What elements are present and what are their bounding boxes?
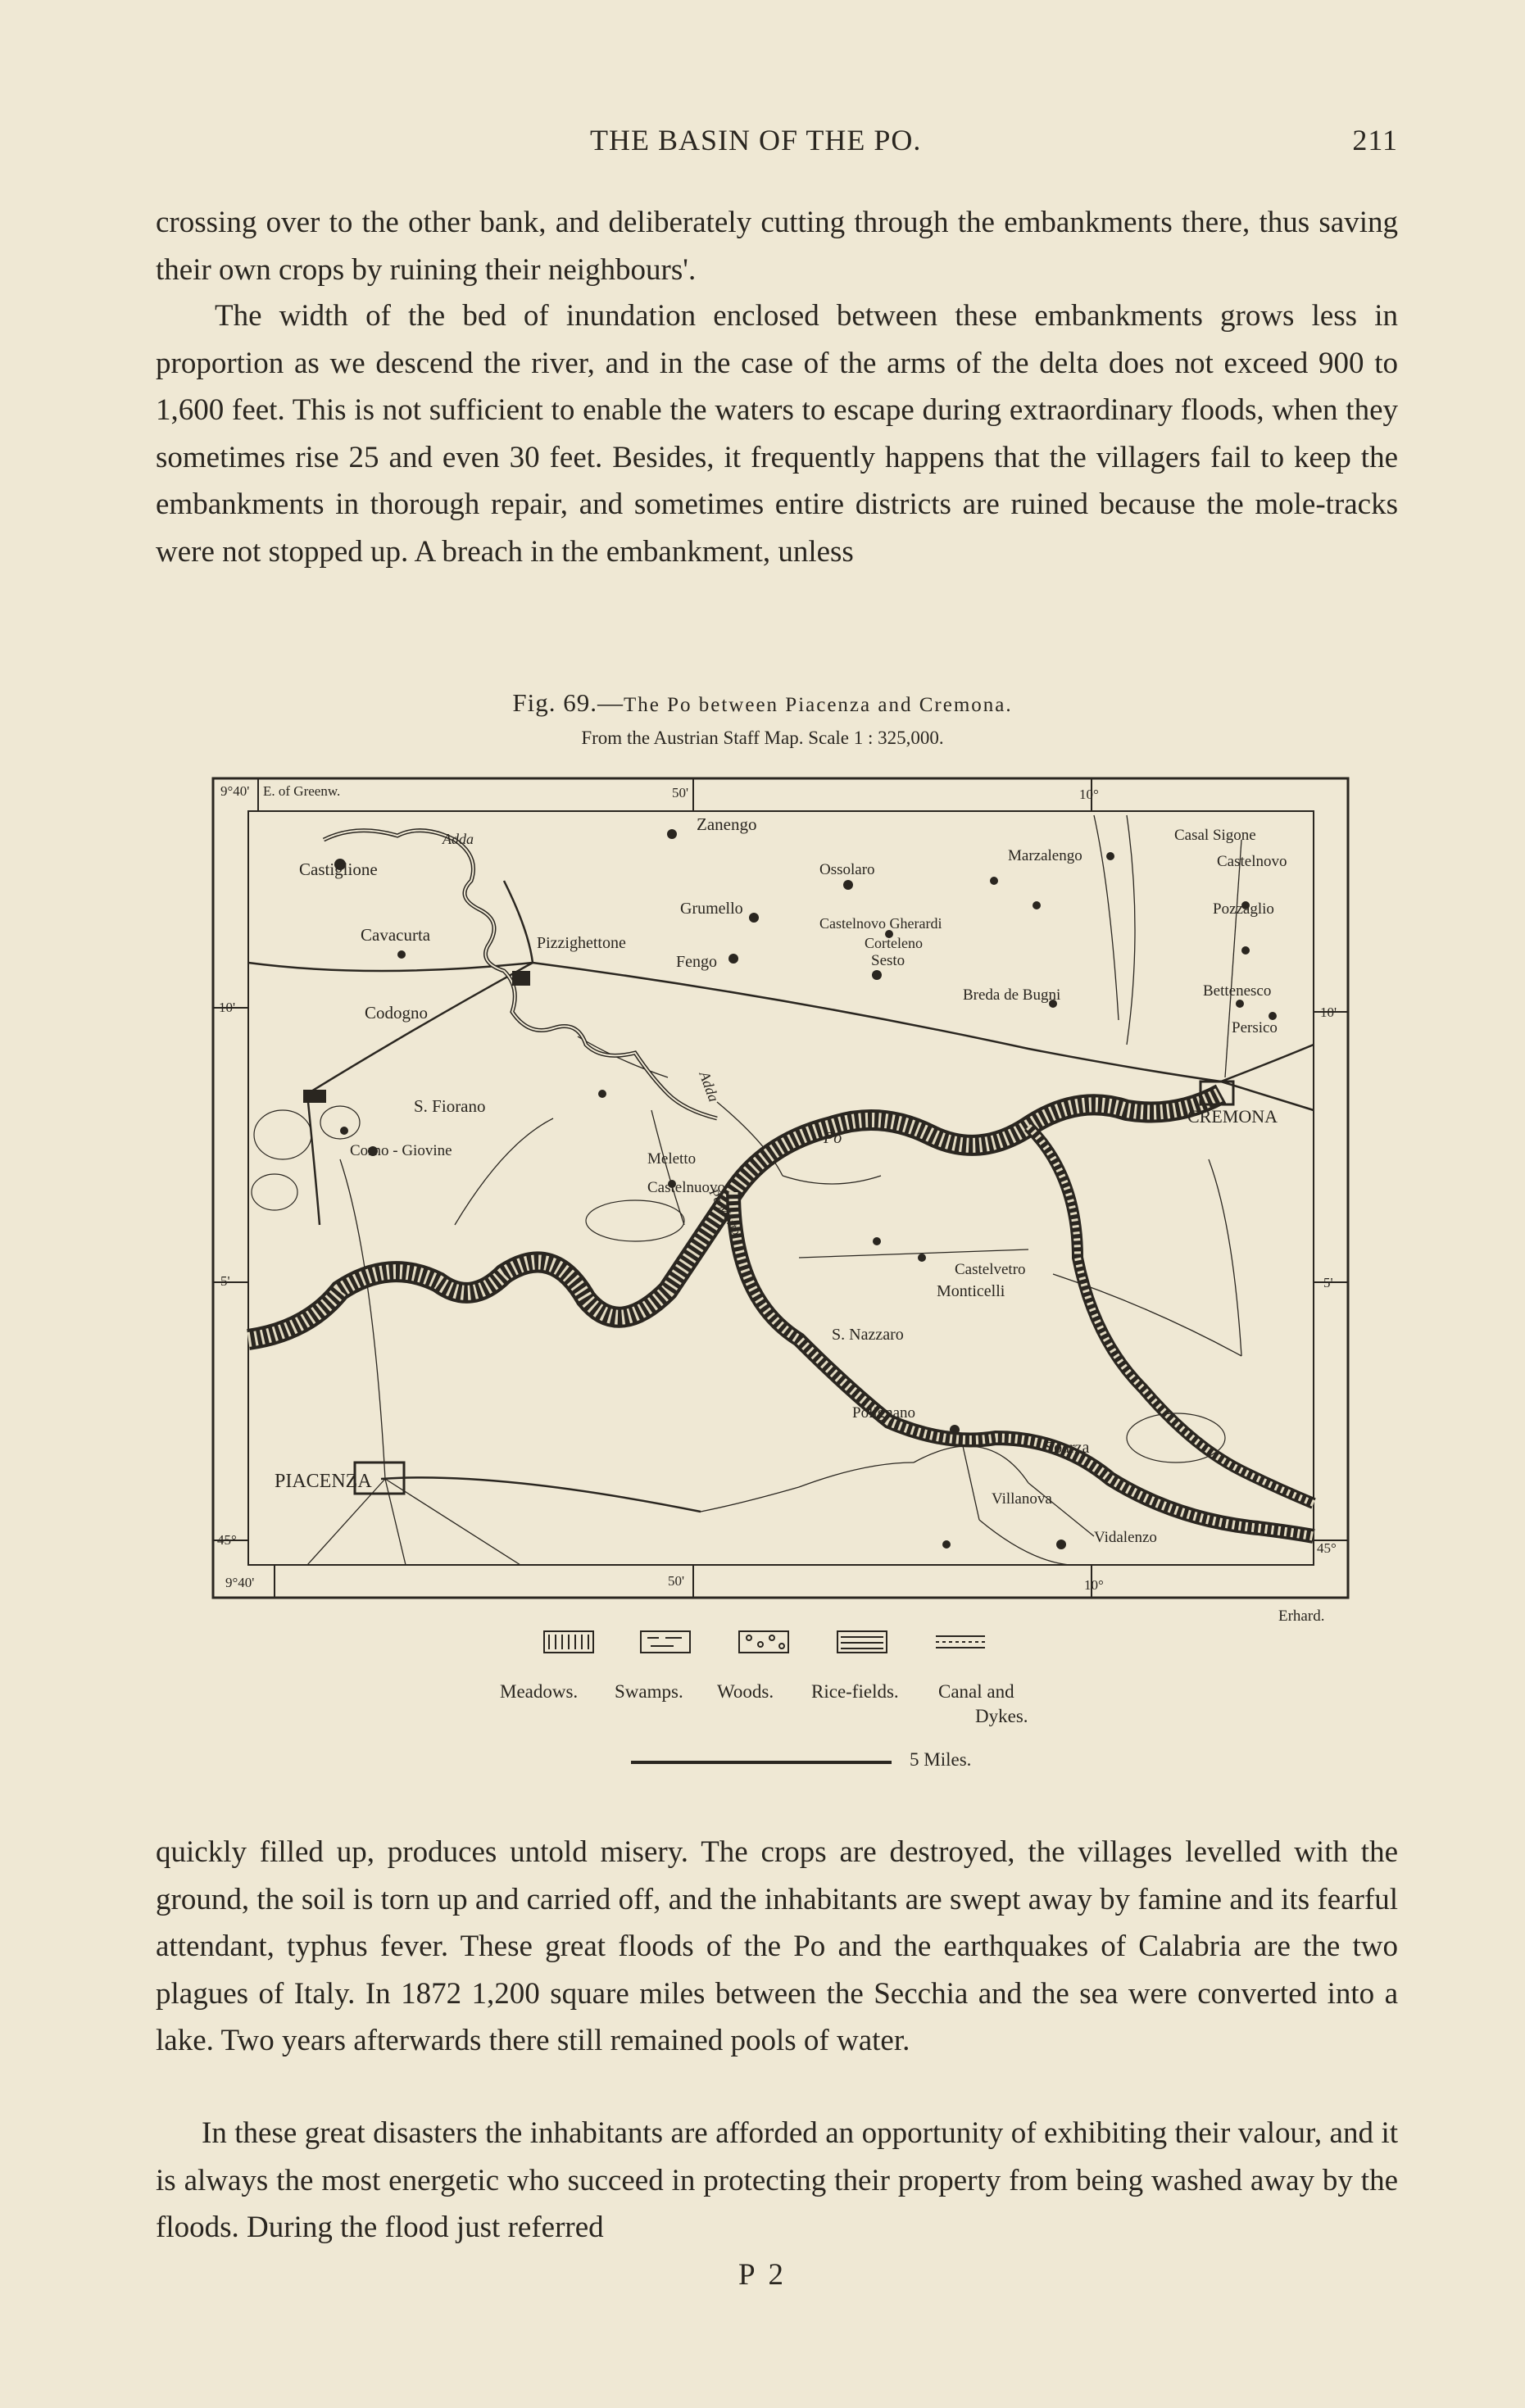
label-villanova: Villanova: [992, 1490, 1052, 1508]
label-zanengo: Zanengo: [697, 814, 757, 834]
figure-title: The Po between Piacenza and Cremona.: [623, 694, 1013, 716]
label-castelnuovo: Castelnuovo: [647, 1179, 725, 1196]
label-meletto: Meletto: [647, 1150, 697, 1168]
paragraph-4: In these great disasters the inhabitants are afforded an opportunity of exhibiting their valour, and it is always the most energetic who succeed in protecting their property from being washed away by the floods. During the flood just referred: [156, 2116, 1398, 2244]
label-s-nazzaro: S. Nazzaro: [832, 1326, 904, 1344]
paragraph-2: The width of the bed of inundation enclosed between these embankments grows less in proportion as we descend the river, and in the case of the arms of the delta does not exceed 900 to 1,600 feet. This is not sufficient to enable the waters to escape during extraordinary floods, when they sometimes rise 25 and even 30 feet. Besides, it frequently happens that the villagers fail to keep the embankments in thorough repair, and sometimes entire districts are ruined because the mole-tracks were not stopped up. A breach in the embankment, unless: [156, 299, 1398, 569]
label-pizzighettone: Pizzighettone: [537, 934, 626, 952]
tick-left-45: 45°: [217, 1532, 237, 1548]
label-ossolaro: Ossolaro: [819, 861, 875, 878]
running-title: THE BASIN OF THE PO.: [590, 124, 922, 156]
label-breda-de-bugni: Breda de Bugni: [963, 986, 1061, 1004]
label-grumello: Grumello: [680, 900, 743, 918]
label-adda-north: Adda: [443, 831, 474, 847]
tick-bottom-left: 9°40': [225, 1575, 255, 1590]
legend-woods: Woods.: [717, 1681, 774, 1702]
tick-right-10: 10': [1320, 1004, 1337, 1020]
label-pozzaglio: Pozzaglio: [1213, 900, 1274, 918]
tick-bottom-mid: 50': [668, 1573, 685, 1589]
scale-label: 5 Miles.: [910, 1749, 972, 1770]
tick-right-45: 45°: [1317, 1540, 1337, 1556]
label-adda-south: Adda: [696, 1068, 723, 1104]
label-s-fiorano: S. Fiorano: [414, 1096, 486, 1116]
tick-top-right: 10°: [1079, 787, 1099, 802]
label-casal-sigone: Casal Sigone: [1174, 827, 1256, 844]
label-castelvetro: Castelvetro: [955, 1261, 1026, 1278]
legend-canal: Canal and: [938, 1681, 1014, 1702]
page-number: 211: [1352, 124, 1398, 156]
map-frame: [213, 778, 1348, 1598]
map-figure: [209, 766, 1352, 1602]
label-castelnovo-gherardi: Castelnovo Gherardi: [819, 915, 942, 932]
label-po-morto: Po Morto: [706, 1186, 744, 1238]
paragraph-3: quickly filled up, produces untold misery. The crops are destroyed, the villages levelled with the ground, the soil is torn up and carried off, and the inhabitants are swept away by famine and its fearful attendant, typhus fever. These great floods of the Po and the earthquakes of Calabria are the two plagues of Italy. In 1872 1,200 square miles between the Secchia and the sea were converted into a lake. Two years afterwards there still remained pools of water.: [156, 1835, 1398, 2057]
legend-rice-fields: Rice-fields.: [811, 1681, 899, 1702]
legend-dykes: Dykes.: [975, 1706, 1028, 1726]
label-castiglione: Castiglione: [299, 859, 378, 879]
scale-bar: [631, 1749, 1008, 1774]
label-polignano: Polignano: [852, 1404, 916, 1422]
label-bettenesco: Bettenesco: [1203, 982, 1272, 1000]
label-castelnovo: Castelnovo: [1217, 853, 1287, 870]
legend-meadows: Meadows.: [500, 1681, 579, 1702]
tick-top-mid: 50': [672, 785, 689, 800]
label-persico: Persico: [1232, 1019, 1278, 1036]
label-po: Po: [824, 1129, 842, 1147]
label-corteleno: Corteleno: [865, 935, 923, 951]
label-corno-giovine: Corno - Giovine: [350, 1142, 452, 1159]
signature-mark: P 2: [738, 2258, 787, 2292]
tick-right-5: 5': [1323, 1275, 1333, 1290]
paragraph-1: crossing over to the other bank, and deliberately cutting through the embankments there, thus saving their own crops by ruining their neighbours'.: [156, 206, 1398, 287]
tick-left-10: 10': [219, 1000, 236, 1015]
label-soarza: Soarza: [1045, 1439, 1090, 1457]
label-piacenza: PIACENZA: [275, 1471, 372, 1492]
swatch-swamps: [641, 1631, 690, 1653]
figure-number: Fig. 69.—: [512, 688, 624, 717]
tick-top-left: 9°40': [220, 783, 250, 799]
label-monticelli: Monticelli: [937, 1282, 1005, 1300]
legend-swamps: Swamps.: [615, 1681, 683, 1702]
figure-subcaption: From the Austrian Staff Map. Scale 1 : 325,000.: [581, 728, 944, 748]
label-sesto: Sesto: [871, 952, 905, 969]
label-vidalenzo: Vidalenzo: [1094, 1529, 1157, 1546]
swatch-woods: [739, 1631, 788, 1653]
label-fengo: Fengo: [676, 953, 717, 971]
engraver-credit: Erhard.: [1278, 1608, 1325, 1625]
tick-bottom-right: 10°: [1084, 1577, 1104, 1593]
label-codogno: Codogno: [365, 1003, 429, 1023]
scale-line: [631, 1761, 892, 1764]
label-cavacurta: Cavacurta: [361, 925, 431, 945]
tick-left-5: 5': [220, 1273, 230, 1289]
tick-meridian-label: E. of Greenw.: [263, 783, 341, 799]
figure-caption: [0, 688, 1525, 718]
label-marzalengo: Marzalengo: [1008, 847, 1082, 864]
legend-swatches: [542, 1626, 1034, 1659]
label-cremona: CREMONA: [1187, 1106, 1278, 1127]
